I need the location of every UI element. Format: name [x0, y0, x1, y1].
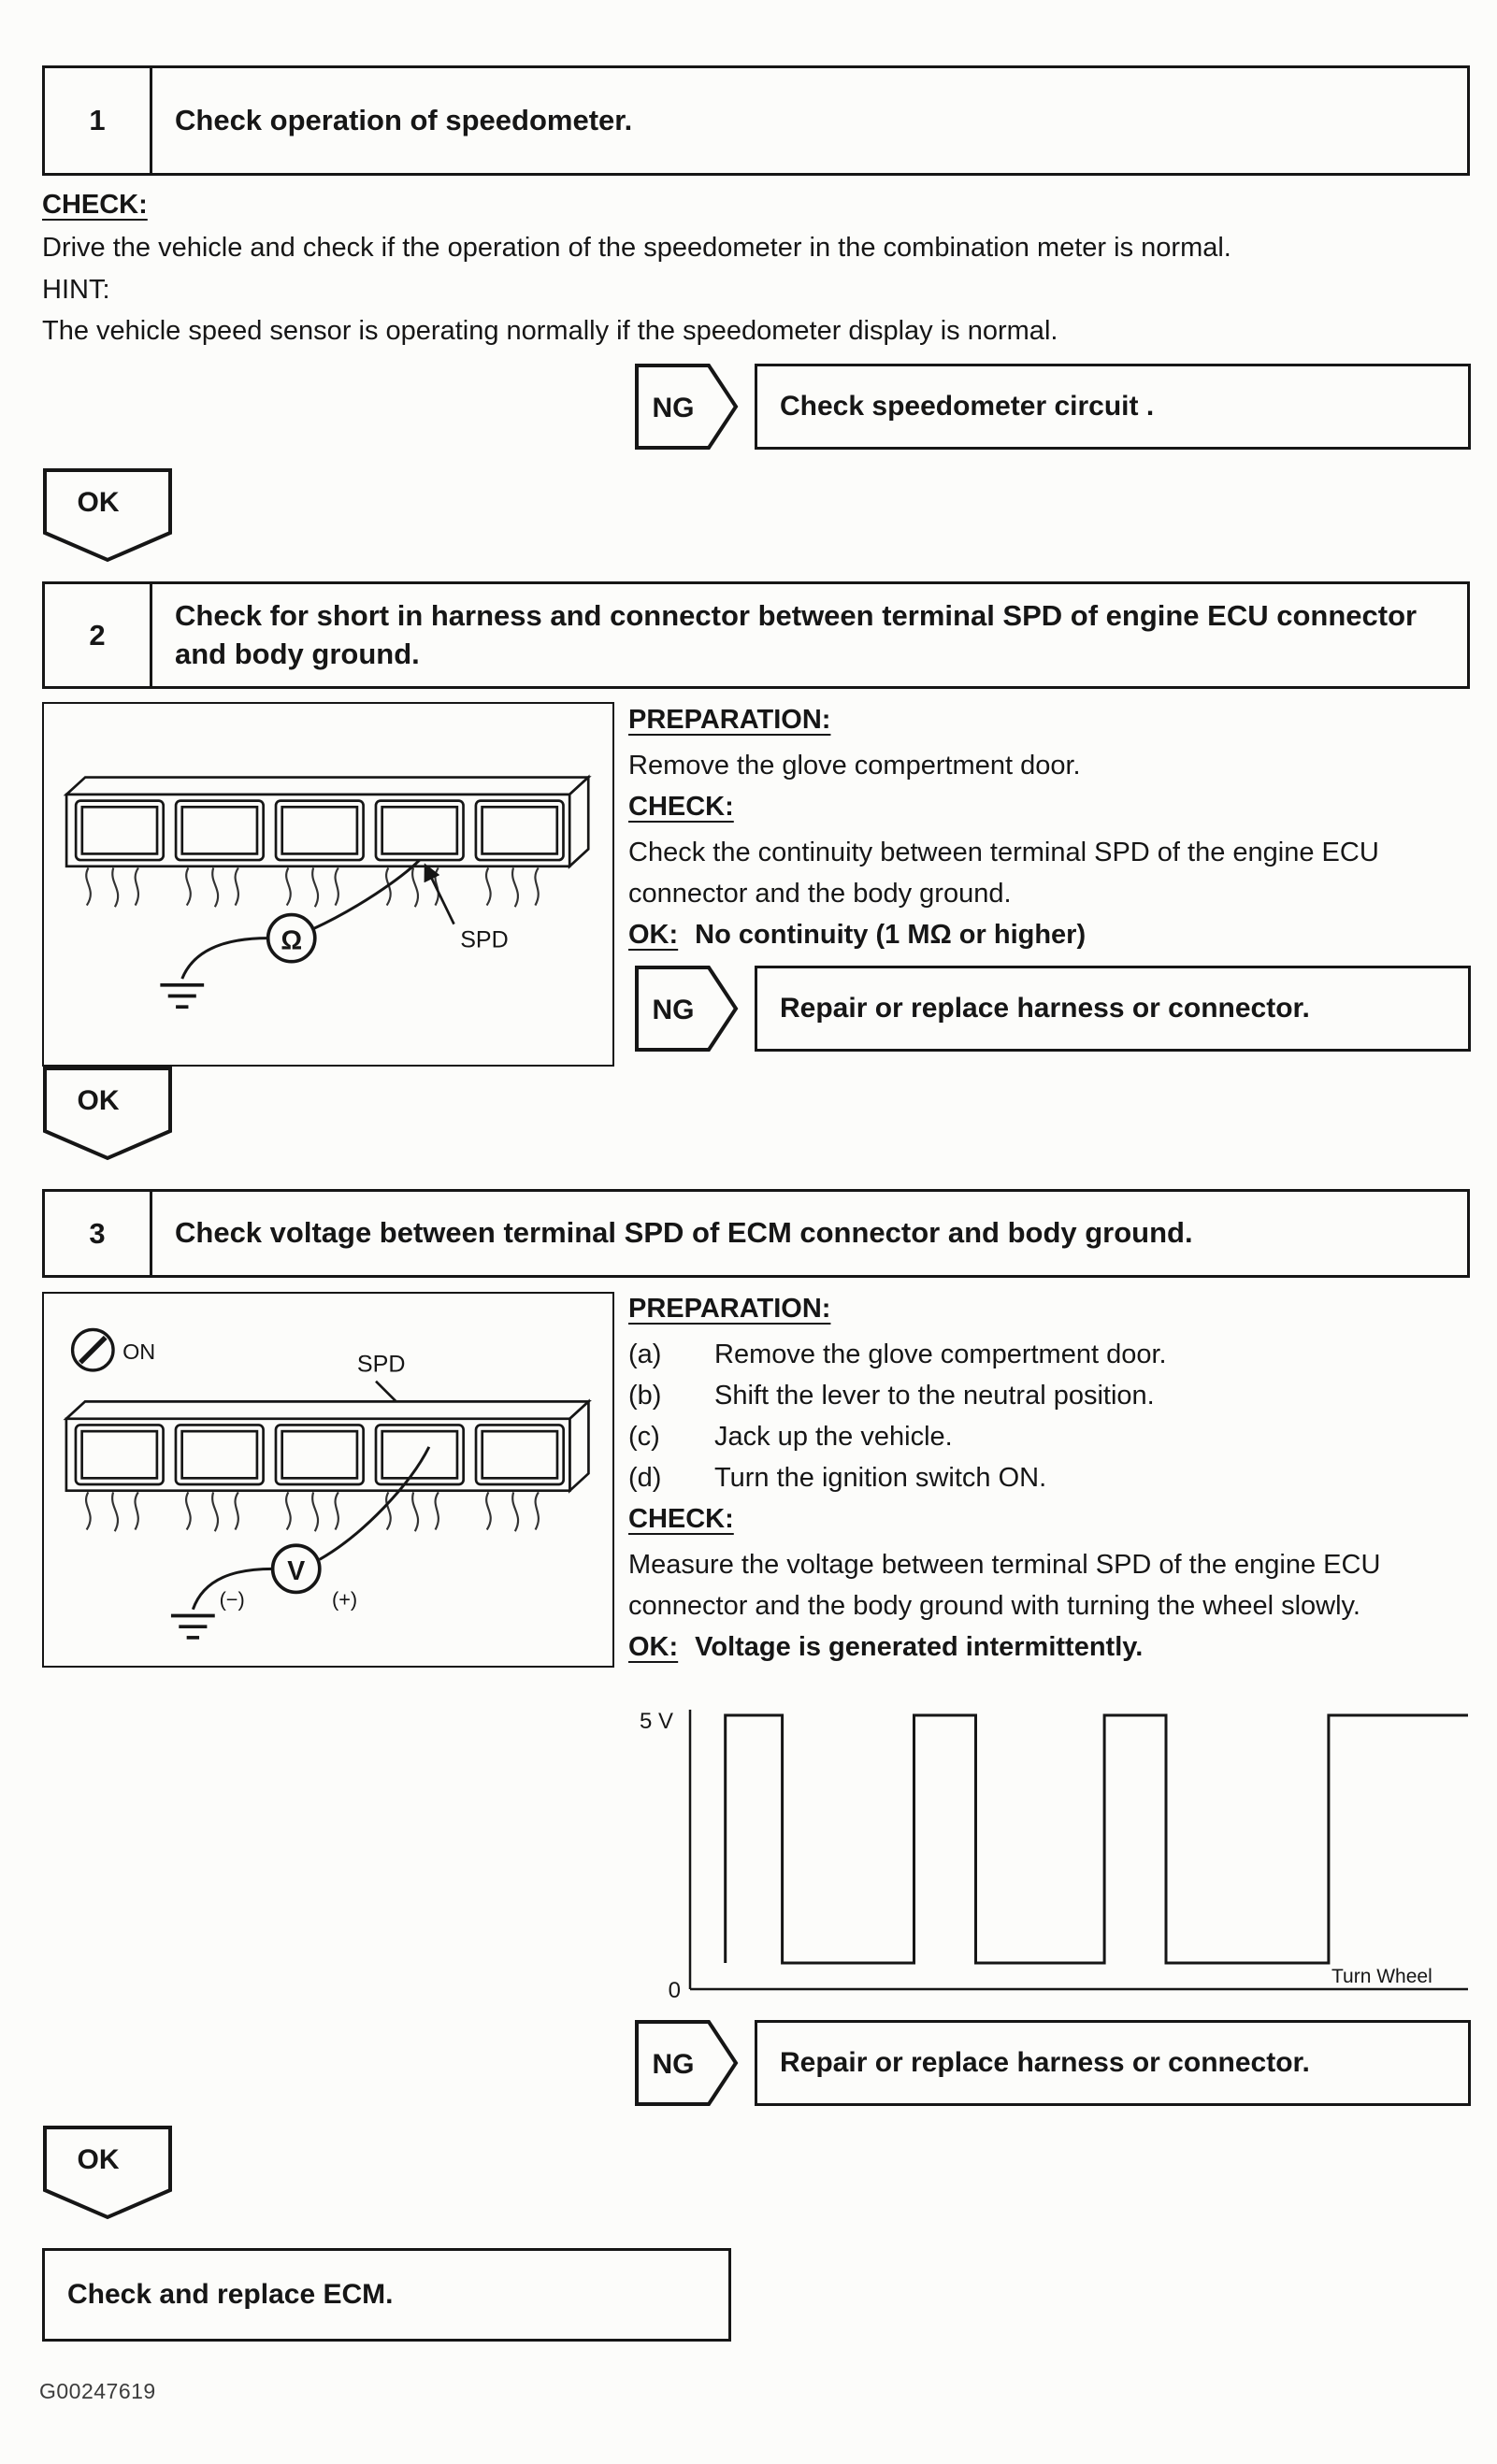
ok-criteria-label: OK: [628, 1632, 679, 1662]
figure-reference-code: G00247619 [39, 2379, 156, 2403]
ignition-on-icon [73, 1329, 113, 1369]
step3-title: Check voltage between terminal SPD of ECM connector and body ground. [175, 1216, 1193, 1250]
spd-label: SPD [460, 926, 509, 953]
final-conclusion-box: Check and replace ECM. [42, 2248, 731, 2342]
prep-item-key: (c) [628, 1422, 660, 1452]
ok-criteria-text: No continuity (1 MΩ or higher) [695, 920, 1087, 950]
prep-item-key: (b) [628, 1381, 662, 1411]
check-text: Check the continuity between terminal SPD of the engine ECU connector and the body ground. [628, 838, 1379, 909]
ng-result-3: Repair or replace harness or connector. [755, 2020, 1471, 2106]
step2-figure [42, 702, 614, 1067]
ecu-connectors [76, 801, 563, 860]
ng-label: NG [652, 2049, 695, 2080]
preparation-text: Remove the glove compertment door. [628, 751, 1081, 781]
check-heading-label: CHECK: [42, 190, 148, 220]
check-heading: CHECK: [628, 792, 734, 822]
preparation-heading: PREPARATION: [628, 1294, 831, 1324]
step1-title: Check operation of speedometer. [175, 103, 633, 136]
step2-box [42, 581, 1470, 689]
prep-item-text: Remove the glove compertment door. [714, 1339, 1167, 1369]
step3-box [42, 1189, 1470, 1278]
step3-instructions [628, 1288, 1475, 1668]
ground-icon [171, 1615, 215, 1637]
step1-hint-text: The vehicle speed sensor is operating normally if the speedometer display is normal. [42, 316, 1058, 346]
step1-hint-heading: HINT: [42, 275, 110, 305]
ng-result-1: Check speedometer circuit . [755, 364, 1471, 450]
ng-result-2: Repair or replace harness or connector. [755, 966, 1471, 1052]
step2-number: 2 [45, 584, 152, 686]
step2-instructions [628, 699, 1475, 955]
ok-flow-3 [42, 2125, 173, 2220]
ok-criteria [628, 914, 1475, 955]
spd-label: SPD [356, 1351, 406, 1378]
voltmeter-symbol: V [287, 1556, 306, 1587]
ground-wire [182, 938, 268, 979]
waveform-figure [628, 1697, 1470, 2005]
ok-criteria-label: OK: [628, 920, 679, 950]
waveform-x-label: Turn Wheel [1331, 1966, 1432, 1987]
ecu-voltmeter-diagram [44, 1294, 612, 1666]
step3-number: 3 [45, 1192, 152, 1275]
ok-label: OK [77, 1085, 120, 1116]
step1-check-heading [42, 190, 148, 221]
check-heading: CHECK: [628, 1504, 734, 1534]
step3-figure [42, 1292, 614, 1668]
spd-pointer-arrow [425, 867, 453, 924]
ok-flow-1 [42, 467, 173, 563]
probe-wire [313, 860, 420, 929]
step1-number: 1 [45, 68, 152, 173]
harness-wires [86, 1492, 539, 1531]
step1-box [42, 65, 1470, 176]
waveform-trace [726, 1715, 1468, 1963]
plus-probe-label: (+) [331, 1587, 358, 1612]
prep-item-text: Shift the lever to the neutral position. [714, 1381, 1155, 1411]
ecu-ohmmeter-diagram [44, 704, 612, 1065]
ok-criteria [628, 1626, 1475, 1668]
prep-item-text: Jack up the vehicle. [714, 1422, 953, 1452]
preparation-heading: PREPARATION: [628, 705, 831, 735]
ng-label: NG [652, 393, 695, 423]
harness-wires [86, 867, 539, 907]
ecu-connectors [76, 1425, 564, 1484]
waveform-ymin-label: 0 [668, 1978, 681, 2003]
ohmmeter-symbol: Ω [281, 925, 303, 956]
ground-icon [160, 985, 204, 1007]
ng-arrow-3 [634, 2019, 739, 2107]
minus-probe-label: (−) [219, 1587, 245, 1612]
ok-flow-2 [42, 1066, 173, 1161]
prep-item-key: (d) [628, 1463, 662, 1493]
ng-label: NG [652, 995, 695, 1025]
prep-item-text: Turn the ignition switch ON. [714, 1463, 1047, 1493]
step1-check-text: Drive the vehicle and check if the operation of the speedometer in the combination meter is normal. [42, 233, 1231, 263]
ng-arrow-1 [634, 363, 739, 451]
step2-title: Check for short in harness and connector between terminal SPD of engine ECU connector and body ground. [175, 598, 1418, 670]
ok-label: OK [77, 2144, 120, 2175]
ok-label: OK [77, 487, 120, 518]
ng-arrow-2 [634, 965, 739, 1053]
prep-item-b [628, 1375, 1475, 1416]
check-text: Measure the voltage between terminal SPD of the engine ECU connector and the body ground with turning the wheel slowly. [628, 1550, 1381, 1621]
prep-item-a [628, 1334, 1475, 1375]
ignition-on-label: ON [122, 1339, 156, 1365]
prep-item-key: (a) [628, 1339, 662, 1369]
ok-criteria-text: Voltage is generated intermittently. [695, 1632, 1144, 1662]
waveform-ymax-label: 5 V [640, 1709, 674, 1734]
prep-item-c [628, 1416, 1475, 1457]
prep-item-d [628, 1457, 1475, 1498]
